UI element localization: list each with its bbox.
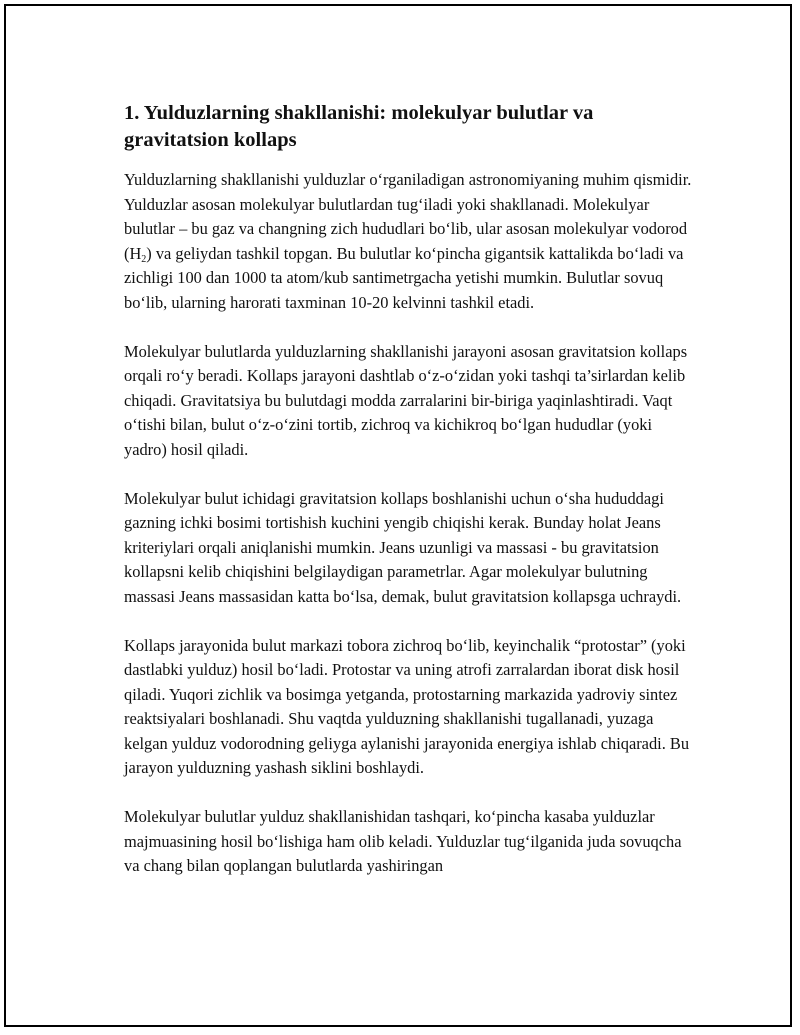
section-heading: 1. Yulduzlarning shakllanishi: molekulyar bulutlar va gravitatsion kollaps	[124, 102, 594, 151]
page-frame	[4, 4, 792, 1027]
paragraph-5: Molekulyar bulutlar yulduz shakllanishidan tashqari, ko‘pincha kasaba yulduzlar majmuasining hosil bo‘lishiga ham olib keladi. Yulduzlar tug‘ilganida juda sovuqcha va chang bilan qoplangan bulutlarda yashiringan	[124, 807, 682, 875]
paragraph-4: Kollaps jarayonida bulut markazi tobora zichroq bo‘lib, keyinchalik “protostar” (yoki dastlabki yulduz) hosil bo‘ladi. Protostar va uning atrofi zarralardan iborat disk hosil qiladi. Yuqori zichlik va bosimga yetganda, protostarning markazida yadroviy sintez reaktsiyalari boshlanadi. Shu vaqtda yulduzning shakllanishi tugallanadi, yuzaga kelgan yulduz vodorodning geliyga aylanishi jarayonida energiya ishlab chiqaradi. Bu jarayon yulduzning yashash siklini boshlaydi.	[124, 635, 690, 777]
paragraph-1	[124, 168, 694, 315]
paragraph-1-text: Yulduzlarning shakllanishi yulduzlar o‘rganiladigan astronomiyaning muhim qismidir. Yulduzlar asosan molekulyar bulutlardan tug‘iladi yoki shakllanadi. Molekulyar bulutlar – bu gaz va changning zich hududlari bo‘lib, ular asosan molekulyar vodorod (H	[124, 170, 692, 263]
subscript-2: 2	[141, 253, 147, 265]
paragraph-1-text-after: ) va geliydan tashkil topgan. Bu bulutlar ko‘pincha gigantsik kattalikda bo‘ladi va zichligi 100 dan 1000 ta atom/kub santimetrgacha yetishi mumkin. Bulutlar sovuq bo‘lib, ularning harorati taxminan 10-20 kelvinni tashkil etadi.	[124, 243, 684, 312]
document-body	[124, 94, 694, 903]
paragraph-3: Molekulyar bulut ichidagi gravitatsion kollaps boshlanishi uchun o‘sha hududdagi gazning ichki bosimi tortishish kuchini yengib chiqishi kerak. Bunday holat Jeans kriteriylari orqali aniqlanishi mumkin. Jeans uzunligi va massasi - bu gravitatsion kollapsni kelib chiqishini belgilaydigan parametrlar. Agar molekulyar bulutning massasi Jeans massasidan katta bo‘lsa, demak, bulut gravitatsion kollapsga uchraydi.	[124, 488, 682, 606]
paragraph-2: Molekulyar bulutlarda yulduzlarning shakllanishi jarayoni asosan gravitatsion kollaps orqali ro‘y beradi. Kollaps jarayoni dashtlab o‘z-o‘zidan yoki tashqi ta’sirlardan kelib chiqadi. Gravitatsiya bu bulutdagi modda zarralarini bir-biriga yaqinlashtiradi. Vaqt o‘tishi bilan, bulut o‘z-o‘zini tortib, zichroq va kichikroq bo‘lgan hududlar (yoki yadro) hosil qiladi.	[124, 341, 688, 459]
